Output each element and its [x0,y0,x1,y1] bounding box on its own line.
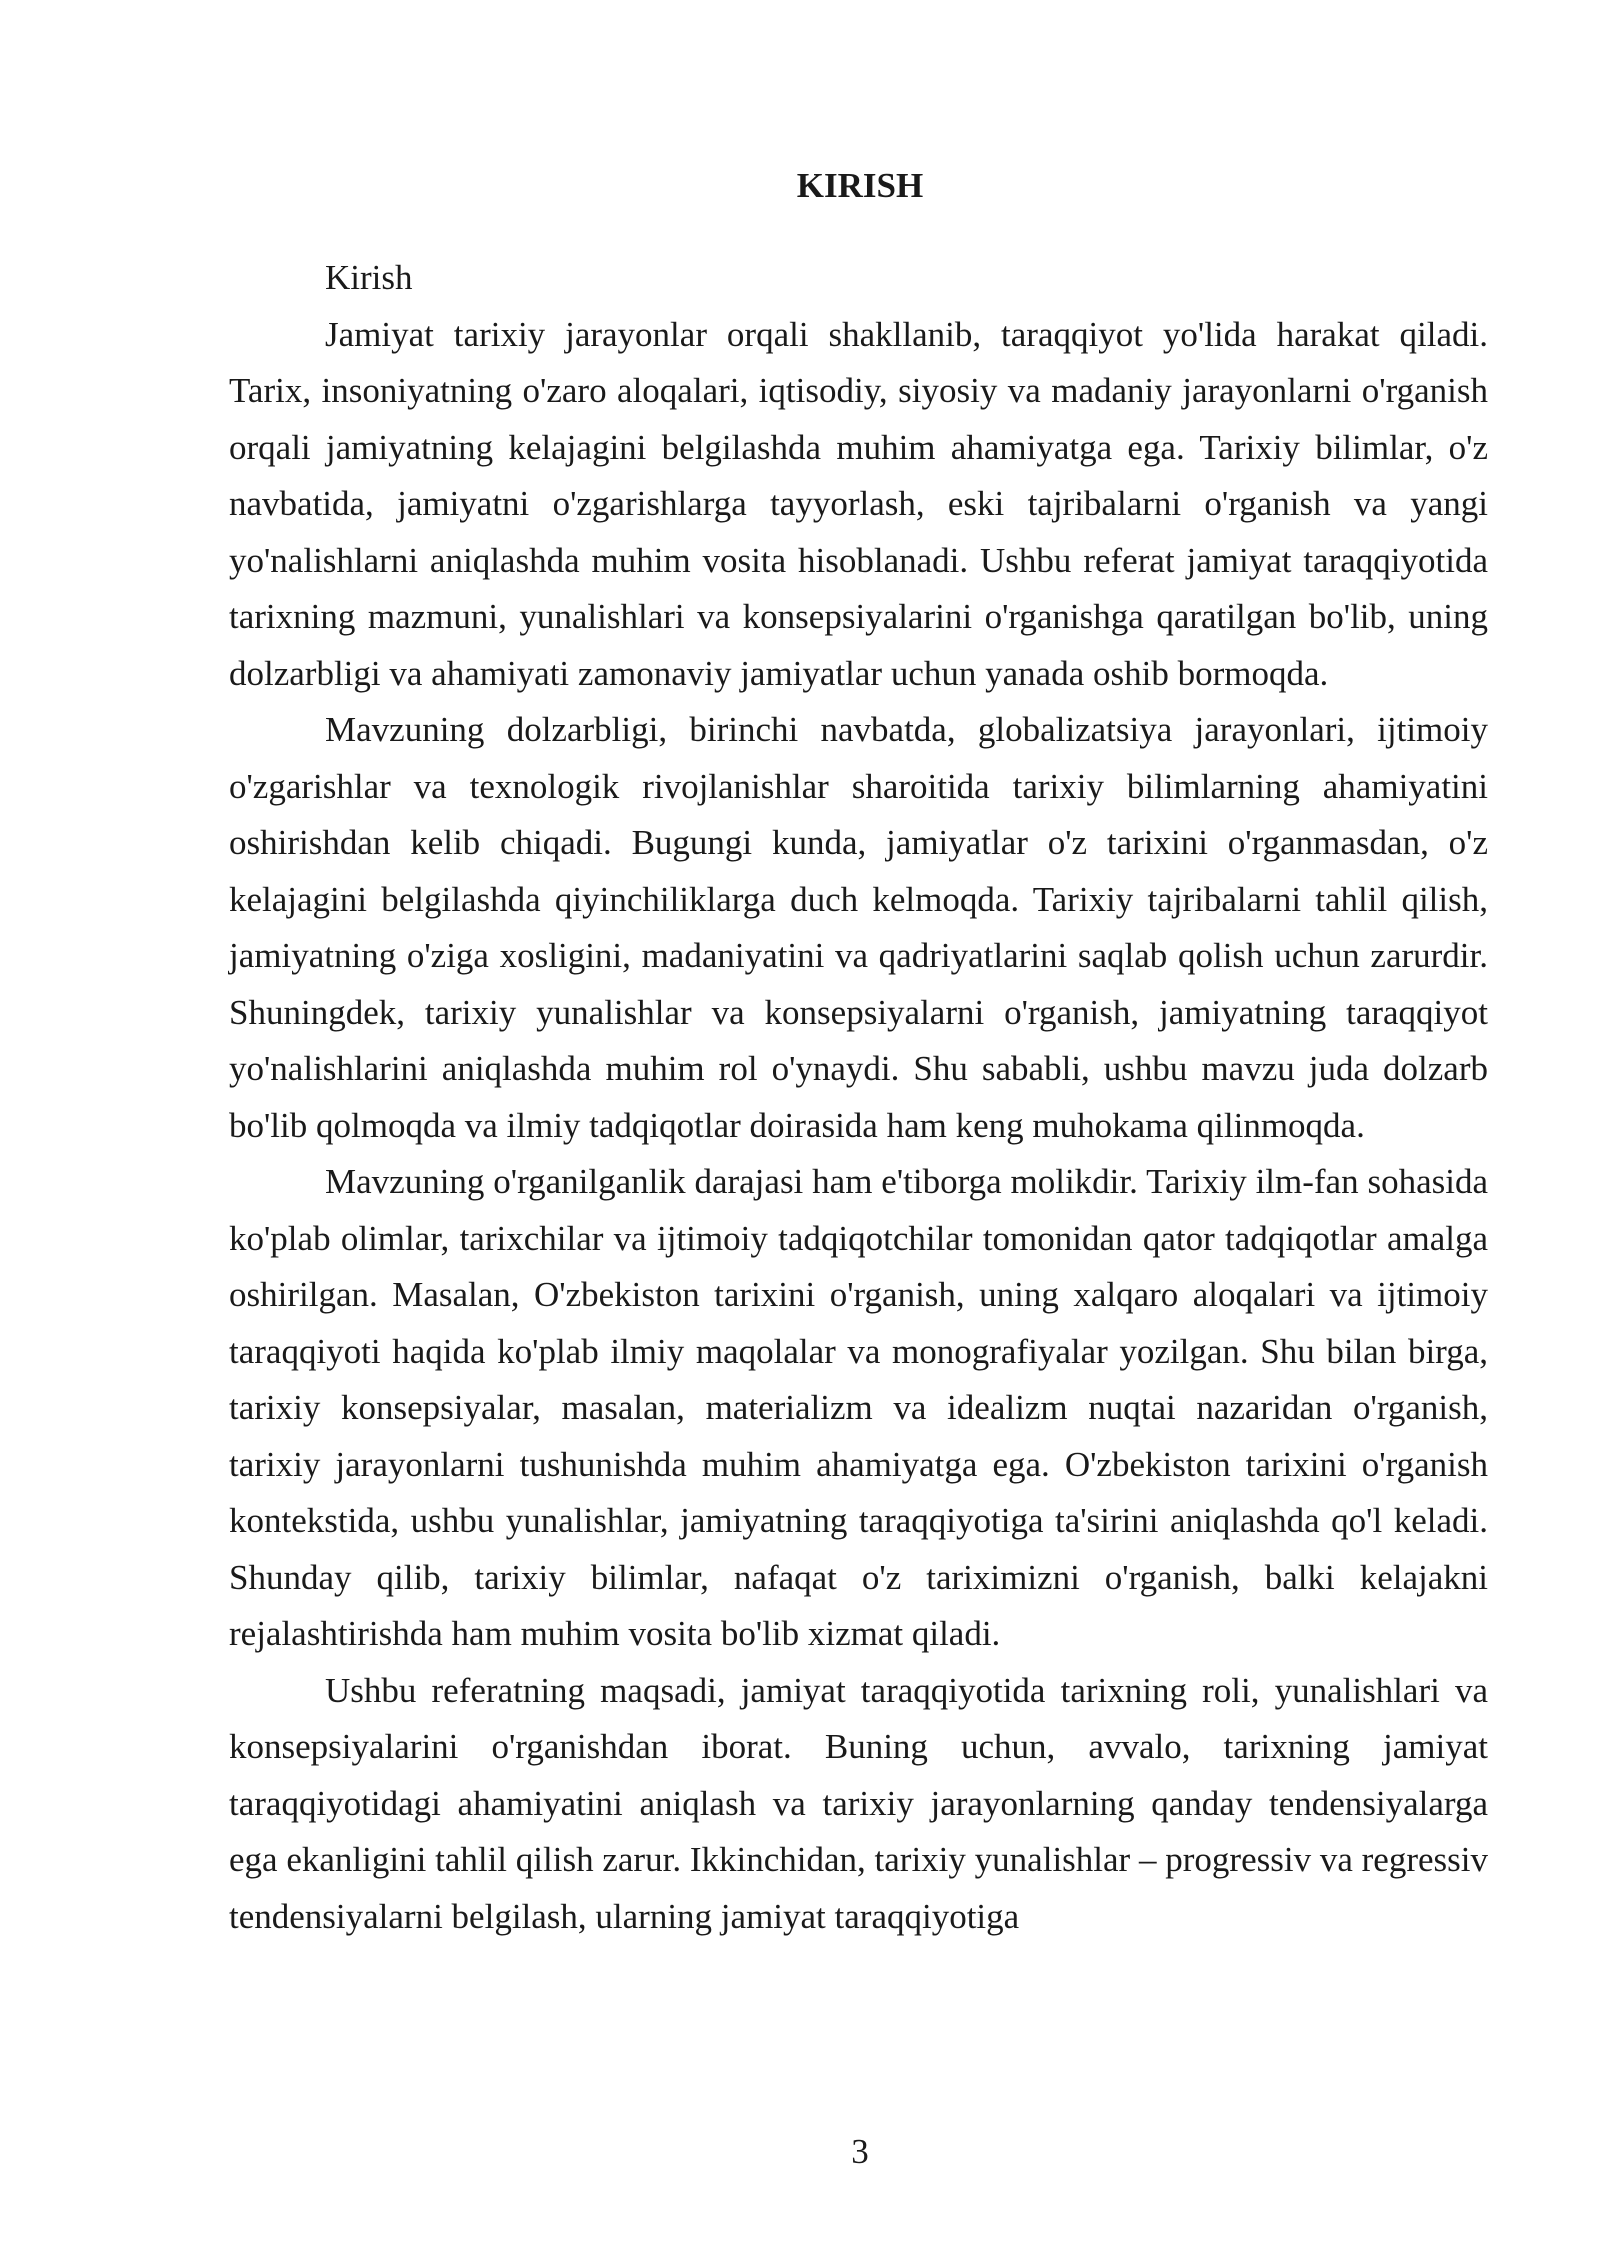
section-subheading: Kirish [325,258,413,297]
paragraph-4: Ushbu referatning maqsadi, jamiyat taraqqiyotida tarixning roli, yunalishlari va konsepsiyalarini o'rganishdan iborat. Buning uchun, avvalo, tarixning jamiyat taraqqiyotidagi ahamiyatini aniqlash va tarixiy jarayonlarning qanday tendensiyalarga ega ekanligini tahlil qilish zarur. Ikkinchidan, tarixiy yunalishlar – progressiv va regressiv tendensiyalarni belgilash, ularning jamiyat taraqqiyotiga [229,1670,1488,1936]
page-number: 3 [851,2132,869,2171]
paragraph-2: Mavzuning dolzarbligi, birinchi navbatda, globalizatsiya jarayonlari, ijtimoiy o'zgarishlar va texnologik rivojlanishlar sharoitida tarixiy bilimlarning ahamiyatini oshirishdan kelib chiqadi. Bugungi kunda, jamiyatlar o'z tarixini o'rganmasdan, o'z kelajagini belgilashda qiyinchiliklarga duch kelmoqda. Tarixiy tajribalarni tahlil qilish, jamiyatning o'ziga xosligini, madaniyatini va qadriyatlarini saqlab qolish uchun zarurdir. Shuningdek, tarixiy yunalishlar va konsepsiyalarni o'rganish, jamiyatning taraqqiyot yo'nalishlarini aniqlashda muhim rol o'ynaydi. Shu sababli, ushbu mavzu juda dolzarb bo'lib qolmoqda va ilmiy tadqiqotlar doirasida ham keng muhokama qilinmoqda. [229,710,1488,1145]
document-body [229,250,1488,1945]
page-title: KIRISH [796,166,924,205]
paragraph-3: Mavzuning o'rganilganlik darajasi ham e'tiborga molikdir. Tarixiy ilm-fan sohasida ko'plab olimlar, tarixchilar va ijtimoiy tadqiqotchilar tomonidan qator tadqiqotlar amalga oshirilgan. Masalan, O'zbekiston tarixini o'rganish, uning xalqaro aloqalari va ijtimoiy taraqqiyoti haqida ko'plab ilmiy maqolalar va monografiyalar yozilgan. Shu bilan birga, tarixiy konsepsiyalar, masalan, materializm va idealizm nuqtai nazaridan o'rganish, tarixiy jarayonlarni tushunishda muhim ahamiyatga ega. O'zbekiston tarixini o'rganish kontekstida, ushbu yunalishlar, jamiyatning taraqqiyotiga ta'sirini aniqlashda qo'l keladi. Shunday qilib, tarixiy bilimlar, nafaqat o'z tariximizni o'rganish, balki kelajakni rejalashtirishda ham muhim vosita bo'lib xizmat qiladi. [229,1162,1488,1653]
paragraph-1: Jamiyat tarixiy jarayonlar orqali shakllanib, taraqqiyot yo'lida harakat qiladi. Tarix, insoniyatning o'zaro aloqalari, iqtisodiy, siyosiy va madaniy jarayonlarni o'rganish orqali jamiyatning kelajagini belgilashda muhim ahamiyatga ega. Tarixiy bilimlar, o'z navbatida, jamiyatni o'zgarishlarga tayyorlash, eski tajribalarni o'rganish va yangi yo'nalishlarni aniqlashda muhim vosita hisoblanadi. Ushbu referat jamiyat taraqqiyotida tarixning mazmuni, yunalishlari va konsepsiyalarini o'rganishga qaratilgan bo'lib, uning dolzarbligi va ahamiyati zamonaviy jamiyatlar uchun yanada oshib bormoqda. [229,314,1488,693]
